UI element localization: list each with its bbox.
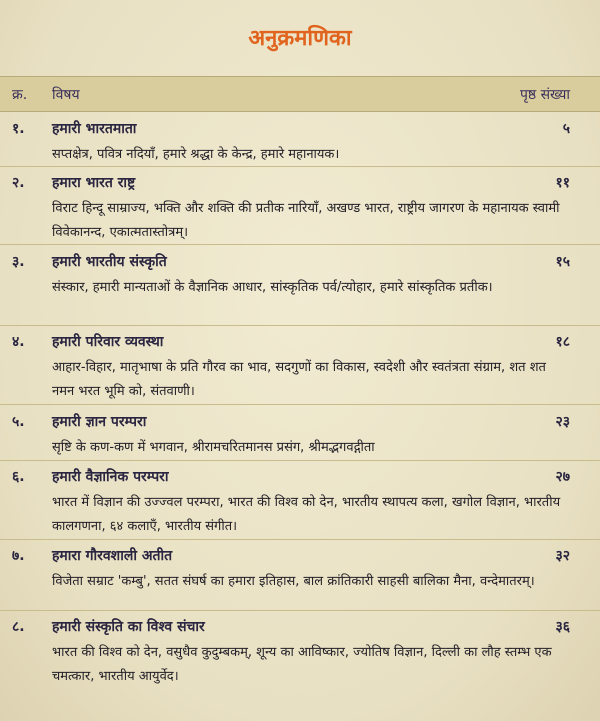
entry-page: ५: [562, 121, 570, 137]
divider: [0, 460, 600, 461]
entry-description: विजेता सम्राट 'कम्बु', सतत संघर्ष का हमारा इतिहास, बाल क्रांतिकारी साहसी बालिका मैना, वन्देमातरम्।: [52, 574, 535, 589]
entry-page: २३: [555, 414, 570, 430]
divider: [0, 404, 600, 405]
entry-description: भारत की विश्व को देन, वसुधैव कुदुम्बकम्, शून्य का आविष्कार, ज्योतिष विज्ञान, दिल्ली का लौह स्तम्भ एक चमत्कार, भारतीय आयुर्वेद।: [52, 645, 552, 684]
entry-number: २.: [12, 175, 25, 191]
header-subject: विषय: [52, 87, 80, 103]
entry-number: ३.: [12, 254, 25, 270]
entry-description: विराट हिन्दू साम्राज्य, भक्ति और शक्ति की प्रतीक नारियाँ, अखण्ड भारत, राष्ट्रीय जागरण के महानायक स्वामी विवेकानन्द, एकात्मतास्तोत्रम्।: [52, 201, 560, 240]
entry-number: ५.: [12, 414, 25, 430]
entry-title: हमारा भारत राष्ट्र: [52, 175, 136, 191]
entry-number: १.: [12, 121, 25, 137]
entry-page: ३२: [555, 548, 570, 564]
entry-title: हमारी वैज्ञानिक परम्परा: [52, 469, 169, 485]
entry-title: हमारी भारतीय संस्कृति: [52, 254, 167, 270]
header-page: पृष्ठ संख्या: [519, 87, 570, 103]
entry-number: ६.: [12, 469, 25, 485]
entry-number: ७.: [12, 548, 25, 564]
divider: [0, 325, 600, 326]
entry-title: हमारी परिवार व्यवस्था: [52, 334, 164, 350]
divider: [0, 539, 600, 540]
entry-title: हमारी भारतमाता: [52, 121, 137, 137]
entry-title: हमारा गौरवशाली अतीत: [52, 548, 173, 564]
entry-description: सप्तक्षेत्र, पवित्र नदियाँ, हमारे श्रद्धा के केन्द्र, हमारे महानायक।: [52, 147, 340, 162]
entry-description: सृष्टि के कण-कण में भगवान, श्रीरामचरितमानस प्रसंग, श्रीमद्भगवद्गीता: [52, 440, 375, 455]
header-number: क्र.: [12, 87, 28, 103]
entry-page: १५: [555, 254, 570, 270]
divider: [0, 610, 600, 611]
divider: [0, 244, 600, 245]
entry-number: ८.: [12, 619, 25, 635]
entry-title: हमारी ज्ञान परम्परा: [52, 414, 147, 430]
page-title: अनुक्रमणिका: [248, 26, 352, 51]
entry-description: आहार-विहार, मातृभाषा के प्रति गौरव का भाव, सदगुणों का विकास, स्वदेशी और स्वतंत्रता संग्राम, शत शत नमन भरत भूमि को, संतवाणी।: [52, 360, 546, 399]
entry-page: ११: [555, 175, 570, 191]
entry-page: १८: [555, 334, 570, 350]
table-header: [0, 76, 600, 112]
entry-number: ४.: [12, 334, 25, 350]
entry-description: संस्कार, हमारी मान्यताओं के वैज्ञानिक आधार, सांस्कृतिक पर्व/त्योहार, हमारे सांस्कृतिक प्रतीक।: [52, 280, 493, 295]
entry-page: २७: [555, 469, 570, 485]
entry-page: ३६: [555, 619, 570, 635]
entry-title: हमारी संस्कृति का विश्व संचार: [52, 619, 205, 635]
entry-description: भारत में विज्ञान की उज्ज्वल परम्परा, भारत की विश्व को देन, भारतीय स्थापत्य कला, खगोल विज्ञान, भारतीय कालगणना, ६४ कलाएँ, भारतीय संगीत।: [52, 495, 561, 534]
divider: [0, 166, 600, 167]
